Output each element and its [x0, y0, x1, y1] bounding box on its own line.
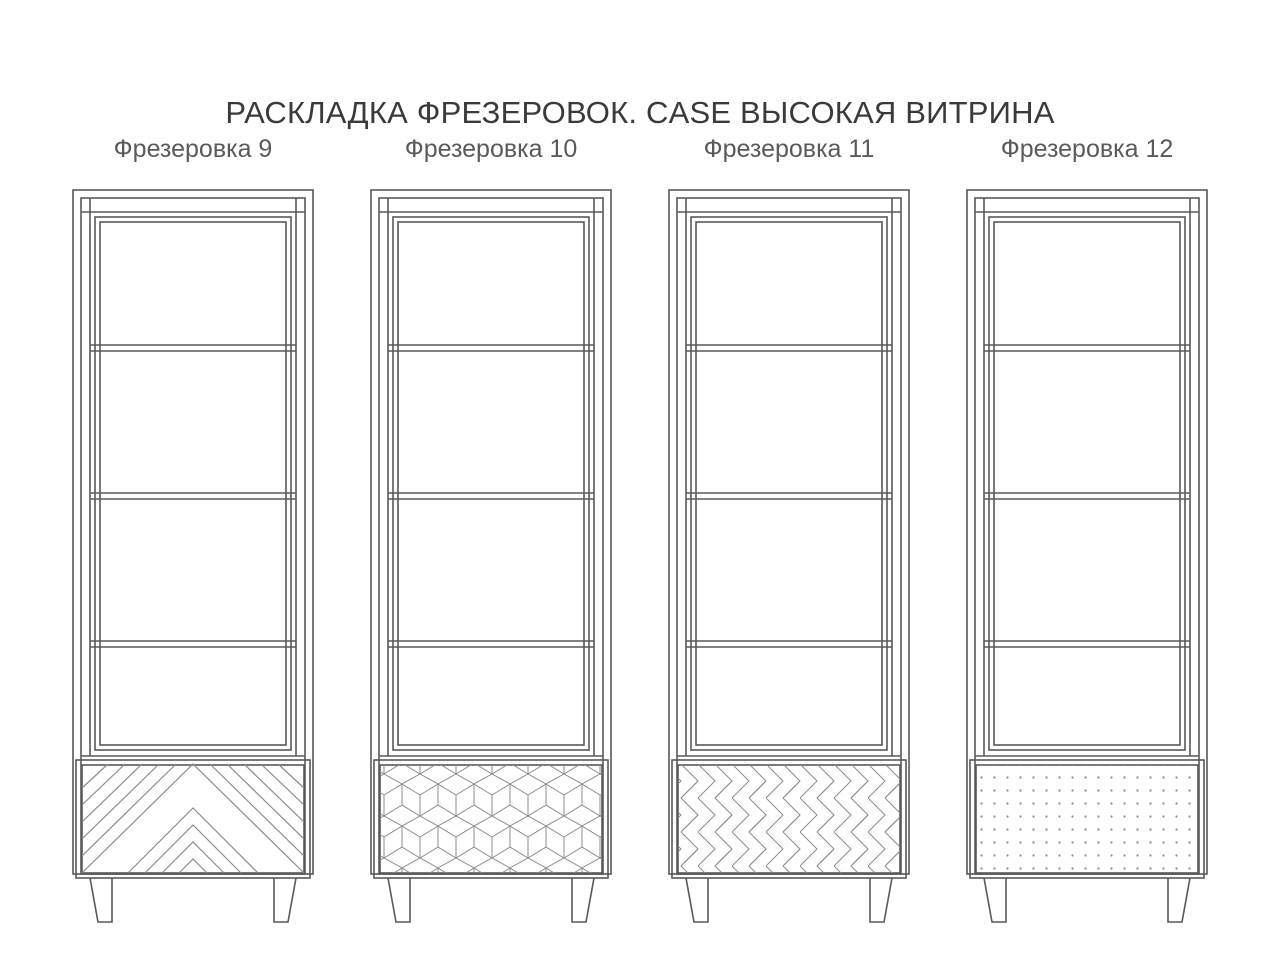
cabinet-item [342, 135, 640, 926]
base-pattern-diagonal-chevron [82, 764, 304, 873]
cabinet-label: Фрезеровка 10 [404, 135, 578, 163]
cabinet-gallery [0, 135, 1280, 926]
cabinet-drawing-frezerovka-11 [664, 186, 914, 926]
base-pattern-herringbone [678, 765, 900, 873]
cabinet-label: Фрезеровка 12 [1000, 135, 1174, 163]
page-title: РАСКЛАДКА ФРЕЗЕРОВОК. CASE ВЫСОКАЯ ВИТРИНА [225, 94, 1055, 130]
cabinet-item [44, 135, 342, 926]
cabinet-label: Фрезеровка 9 [113, 135, 273, 163]
cabinet-drawing-frezerovka-9 [68, 186, 318, 926]
cabinet-label: Фрезеровка 11 [703, 135, 875, 163]
cabinet-drawing-frezerovka-10 [366, 186, 616, 926]
base-pattern-dotted-grid [976, 765, 1198, 873]
cabinet-drawing-frezerovka-12 [962, 186, 1212, 926]
cabinet-item [938, 135, 1236, 926]
base-pattern-isometric-cubes [380, 765, 602, 873]
cabinet-item [640, 135, 938, 926]
